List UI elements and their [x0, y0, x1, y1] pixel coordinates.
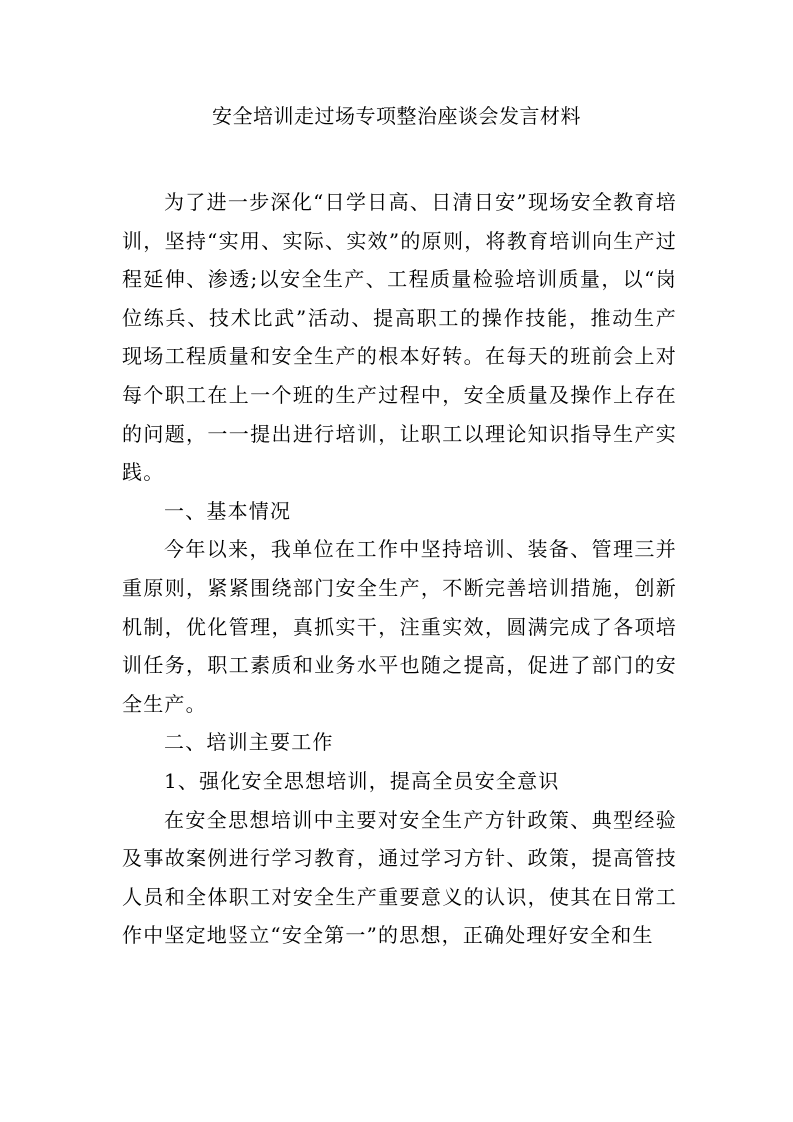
safety-thinking-paragraph: 在安全思想培训中主要对安全生产方针政策、典型经验及事故案例进行学习教育，通过学习方针、政策，提高管技人员和全体职工对安全生产重要意义的认识，使其在日常工作中坚定地竖立“安全第一”的思想，正确处理好安全和生	[122, 807, 677, 948]
document-body	[122, 183, 677, 955]
document-title: 安全培训走过场专项整治座谈会发言材料	[212, 104, 581, 128]
section-heading-basic-situation: 一、基本情况	[164, 498, 292, 523]
section-heading-main-work: 二、培训主要工作	[164, 730, 334, 755]
subsection-heading-safety-thinking: 1、强化安全思想培训，提高全员安全意识	[164, 768, 560, 793]
basic-situation-paragraph: 今年以来，我单位在工作中坚持培训、装备、管理三并重原则，紧紧围绕部门安全生产，不断完善培训措施，创新机制，优化管理，真抓实干，注重实效，圆满完成了各项培训任务，职工素质和业务水平也随之提高，促进了部门的安全生产。	[122, 537, 677, 716]
intro-paragraph: 为了进一步深化“日学日高、日清日安”现场安全教育培训，坚持“实用、实际、实效”的原则，将教育培训向生产过程延伸、渗透;以安全生产、工程质量检验培训质量，以“岗位练兵、技术比武”活动、提高职工的操作技能，推动生产现场工程质量和安全生产的根本好转。在每天的班前会上对每个职工在上一个班的生产过程中，安全质量及操作上存在的问题，一一提出进行培训，让职工以理论知识指导生产实践。	[122, 190, 677, 485]
